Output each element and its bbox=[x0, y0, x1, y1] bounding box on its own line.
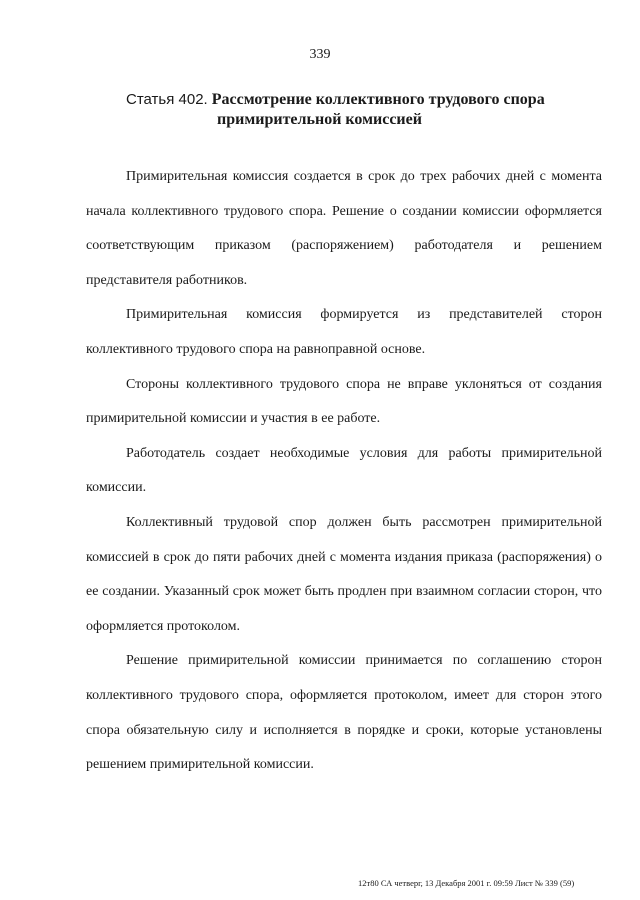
print-footer: 12т80 СА четверг, 13 Декабря 2001 г. 09:59 Лист № 339 (59) bbox=[358, 878, 575, 888]
article-body bbox=[86, 160, 602, 783]
paragraph-2: Примирительная комиссия формируется из представителей сторон коллективного трудового спора на равноправной основе. bbox=[86, 307, 602, 357]
paragraph-3: Стороны коллективного трудового спора не вправе уклоняться от создания примирительной комиссии и участия в ее работе. bbox=[86, 376, 602, 427]
article-heading-line2: примирительной комиссией bbox=[217, 111, 422, 128]
paragraph-6: Решение примирительной комиссии принимается по соглашению сторон коллективного трудового спора, оформляется протоколом, имеет для сторон этого спора обязательную силу и исполняется в порядке и сроки, которые установлены решением примирительной комиссии. bbox=[86, 653, 602, 773]
article-heading-line1: Рассмотрение коллективного трудового спора bbox=[211, 91, 545, 108]
article-label: Статья 402. bbox=[126, 91, 208, 108]
article-title bbox=[126, 90, 545, 130]
paragraph-4: Работодатель создает необходимые условия для работы примирительной комиссии. bbox=[86, 445, 602, 496]
paragraph-1: Примирительная комиссия создается в срок до трех рабочих дней с момента начала коллективного трудового спора. Решение о создании комиссии оформляется соответствующим приказом (распоряжением) работодателя и решением представителя работников. bbox=[86, 169, 602, 288]
paragraph-5: Коллективный трудовой спор должен быть рассмотрен примирительной комиссией в срок до пяти рабочих дней с момента издания приказа (распоряжения) о ее создании. Указанный срок может быть продлен при взаимном согласии сторон, что оформляется протоколом. bbox=[86, 514, 602, 634]
page-number: 339 bbox=[309, 47, 331, 62]
